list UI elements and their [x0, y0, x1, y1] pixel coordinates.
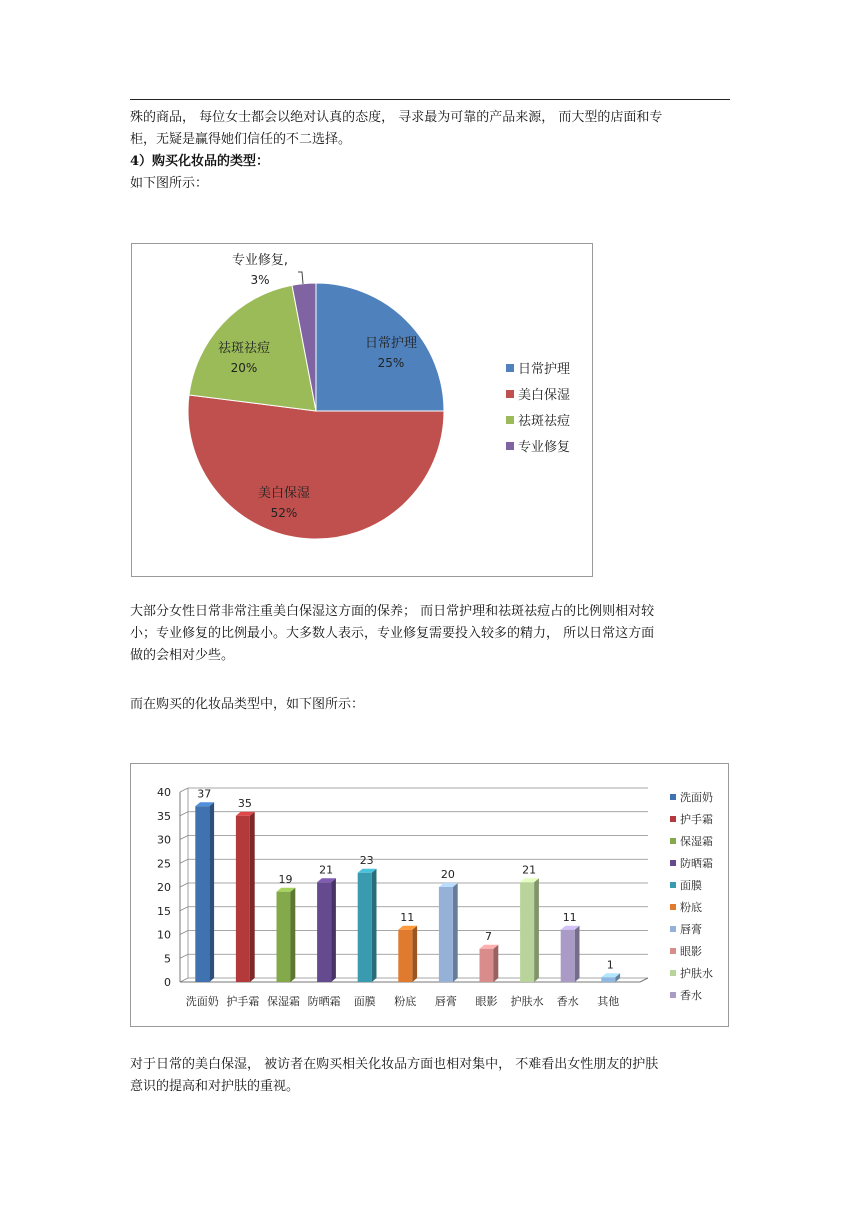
- bar-legend-label-6: 粉底: [680, 901, 702, 914]
- bar-category-label-3: 保湿霜: [267, 995, 300, 1008]
- bar-side-4: [331, 878, 336, 982]
- pie-legend-swatch-2: [506, 390, 514, 398]
- bar-legend-swatch-1: [670, 794, 676, 800]
- paragraph-conclusion: [130, 1054, 730, 1098]
- pie-legend-label-1: 日常护理: [518, 362, 571, 377]
- paragraph-conclusion-line-1: 对于日常的美白保湿， 被访者在购买相关化妆品方面也相对集中， 不难看出女性朋友的护肤: [130, 1057, 659, 1072]
- pie-value-label-1: 25%: [377, 356, 405, 370]
- bar-5: [358, 873, 372, 982]
- bar-legend-label-2: 护手霜: [680, 813, 713, 826]
- paragraph-analysis-line-1: 大部分女性日常非常注重美白保湿这方面的保养； 而日常护理和祛斑祛痘占的比例则相对较: [130, 604, 655, 619]
- bar-category-label-2: 护手霜: [226, 995, 260, 1008]
- section-heading: [130, 151, 730, 173]
- pie-legend-swatch-1: [506, 364, 514, 372]
- bar-3: [277, 892, 291, 982]
- bar-1: [195, 806, 209, 982]
- bar-side-1: [209, 802, 214, 982]
- bar-gridline-depth-5: [180, 859, 188, 863]
- bar-category-label-9: 护肤水: [510, 995, 544, 1008]
- bar-legend-label-1: 洗面奶: [680, 791, 713, 804]
- bar-category-label-5: 面膜: [353, 995, 376, 1008]
- pie-chart: [132, 244, 592, 576]
- pie-label-3: 祛斑祛痘: [217, 341, 271, 356]
- bar-y-tick-0: 0: [164, 976, 171, 989]
- header-rule: [130, 99, 730, 100]
- bar-side-2: [250, 812, 255, 982]
- bar-legend-label-9: 护肤水: [680, 967, 713, 980]
- bar-category-label-11: 其他: [597, 995, 620, 1008]
- bar-gridline-depth-6: [180, 836, 188, 840]
- bar-legend-swatch-7: [670, 926, 676, 932]
- bar-gridline-depth-3: [180, 907, 188, 911]
- bar-y-tick-2: 10: [157, 928, 171, 942]
- bar-chart: [131, 764, 728, 1026]
- bar-side-8: [494, 945, 499, 982]
- bar-legend-label-7: 唇膏: [680, 923, 702, 936]
- pie-legend-swatch-3: [506, 416, 514, 424]
- bar-legend-label-5: 面膜: [680, 879, 702, 892]
- paragraph-analysis-line-2: 小；专业修复的比例最小。大多数人表示，专业修复需要投入较多的精力， 所以日常这方面: [130, 626, 655, 641]
- bar-y-tick-8: 40: [157, 786, 171, 799]
- bar-value-label-5: 23: [359, 853, 374, 867]
- figure-intro-1: [130, 173, 730, 195]
- bar-7: [439, 887, 453, 982]
- bar-gridline-depth-2: [180, 931, 188, 935]
- bar-side-5: [372, 869, 377, 982]
- figure-intro-1-text: 如下图所示：: [130, 176, 209, 191]
- bar-legend-swatch-6: [670, 904, 676, 910]
- bar-y-tick-4: 20: [157, 881, 171, 894]
- bar-8: [480, 949, 494, 982]
- bar-11: [601, 977, 615, 982]
- bar-value-label-1: 37: [197, 787, 212, 801]
- bar-side-3: [291, 888, 296, 982]
- bar-category-label-8: 眼影: [475, 995, 498, 1008]
- bar-side-10: [575, 926, 580, 982]
- bar-legend-swatch-8: [670, 948, 676, 954]
- bar-category-label-6: 粉底: [394, 995, 417, 1008]
- bar-value-label-4: 21: [319, 863, 334, 877]
- pie-legend-label-2: 美白保湿: [518, 388, 571, 403]
- bar-y-tick-6: 30: [157, 833, 171, 847]
- bar-legend-label-8: 眼影: [680, 945, 702, 958]
- bar-6: [398, 930, 412, 982]
- bar-legend-swatch-10: [670, 992, 676, 998]
- bar-y-tick-5: 25: [157, 857, 171, 871]
- bar-side-9: [534, 878, 539, 982]
- bar-category-label-4: 防晒霜: [307, 995, 341, 1008]
- pie-label-4: 专业修复,: [231, 253, 289, 268]
- pie-legend-swatch-4: [506, 442, 514, 450]
- bar-legend-swatch-4: [670, 860, 676, 866]
- paragraph-analysis-line-3: 做的会相对少些。: [130, 648, 235, 663]
- bar-legend-label-10: 香水: [680, 989, 702, 1002]
- bar-value-label-9: 21: [522, 863, 537, 877]
- bar-y-tick-7: 35: [157, 809, 171, 823]
- bar-legend-label-4: 防晒霜: [680, 857, 713, 870]
- bar-value-label-6: 11: [400, 910, 415, 924]
- pie-value-label-4: 3%: [250, 273, 270, 287]
- bar-legend-swatch-5: [670, 882, 676, 888]
- paragraph-intro-line-2: 柜，无疑是赢得她们信任的不二选择。: [130, 132, 352, 147]
- figure-intro-2: [130, 694, 730, 716]
- bar-value-label-7: 20: [440, 868, 455, 881]
- paragraph-intro: [130, 107, 730, 151]
- paragraph-analysis: [130, 601, 730, 667]
- bar-chart-figure: [130, 763, 729, 1027]
- bar-value-label-3: 19: [278, 872, 293, 886]
- bar-gridline-depth-7: [180, 812, 188, 816]
- bar-y-tick-1: 5: [164, 952, 171, 966]
- bar-gridline-depth-1: [180, 954, 188, 958]
- bar-value-label-10: 11: [562, 910, 577, 924]
- bar-4: [317, 882, 331, 982]
- pie-chart-figure: [131, 243, 593, 577]
- pie-label-2: 美白保湿: [257, 486, 311, 501]
- bar-gridline-depth-0: [180, 978, 188, 982]
- pie-label-1: 日常护理: [364, 336, 418, 351]
- bar-legend-swatch-9: [670, 970, 676, 976]
- paragraph-conclusion-line-2: 意识的提高和对护肤的重视。: [130, 1079, 300, 1094]
- bar-legend-swatch-2: [670, 816, 676, 822]
- bar-10: [561, 930, 575, 982]
- bar-value-label-8: 7: [485, 929, 492, 943]
- pie-legend-label-3: 祛斑祛痘: [518, 414, 571, 429]
- bar-legend-label-3: 保湿霜: [680, 835, 713, 848]
- pie-legend-label-4: 专业修复: [518, 440, 571, 455]
- bar-9: [520, 882, 534, 982]
- bar-value-label-11: 1: [606, 958, 614, 972]
- pie-value-label-3: 20%: [230, 361, 258, 375]
- bar-category-label-10: 香水: [556, 995, 579, 1008]
- paragraph-intro-line-1: 殊的商品， 每位女士都会以绝对认真的态度， 寻求最为可靠的产品来源， 而大型的店面和专: [130, 110, 663, 125]
- bar-2: [236, 816, 250, 982]
- bar-value-label-2: 35: [237, 796, 252, 810]
- pie-value-label-2: 52%: [270, 506, 298, 520]
- section-heading-text: 4）购买化妆品的类型：: [130, 154, 270, 169]
- bar-gridline-depth-8: [180, 788, 188, 792]
- bar-gridline-depth-4: [180, 883, 188, 887]
- pie-slice-2: [188, 395, 444, 539]
- figure-intro-2-text: 而在购买的化妆品类型中，如下图所示：: [130, 697, 365, 712]
- bar-y-tick-3: 15: [157, 904, 171, 918]
- bar-side-7: [453, 883, 458, 982]
- bar-category-label-1: 洗面奶: [185, 995, 219, 1008]
- pie-leader-line: [298, 272, 303, 284]
- bar-legend-swatch-3: [670, 838, 676, 844]
- bar-side-6: [412, 926, 417, 982]
- bar-category-label-7: 唇膏: [434, 995, 457, 1008]
